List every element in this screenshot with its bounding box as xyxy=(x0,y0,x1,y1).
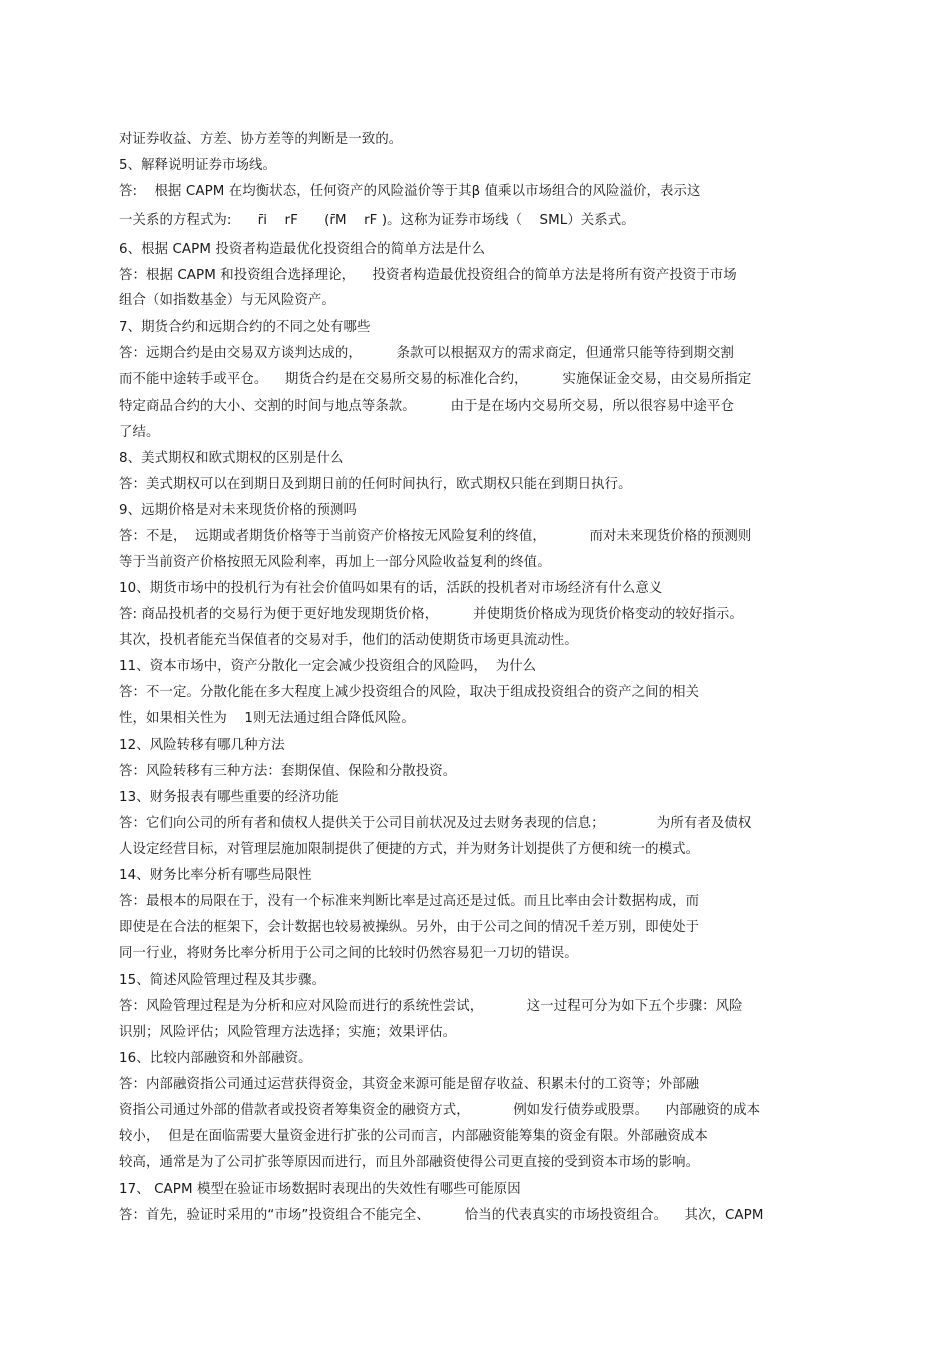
question-heading: 5、解释说明证券市场线。 xyxy=(119,158,277,173)
answer-text: 答：根据 CAPM 和投资组合选择理论， 投资者构造最优投资组合的简单方法是将所有资产投资于市场 xyxy=(119,268,737,283)
answer-text: 答：风险管理过程是为分析和应对风险而进行的系统性尝试， 这一过程可分为如下五个步骤：风险 xyxy=(119,999,743,1014)
question-heading: 11、资本市场中，资产分散化一定会减少投资组合的风险吗， 为什么 xyxy=(119,659,537,674)
question-heading: 6、根据 CAPM 投资者构造最优化投资组合的简单方法是什么 xyxy=(119,242,486,257)
sml-equation-line: 一关系的方程式为: r̄i rF (r̄M rF )。这称为证券市场线（ SML）关系式。 xyxy=(119,213,635,228)
answer-text: 而不能中途转手或平仓。 期货合约是在交易所交易的标准化合约， 实施保证金交易，由交易所指定 xyxy=(119,372,752,387)
answer-text: 答：首先，验证时采用的“市场”投资组合不能完全、 恰当的代表真实的市场投资组合。 其次，CAPM xyxy=(119,1208,764,1223)
answer-text: 了结。 xyxy=(119,425,160,440)
question-heading: 13、财务报表有哪些重要的经济功能 xyxy=(119,790,339,805)
answer-text: 人设定经营目标，对管理层施加限制提供了便捷的方式，并为财务计划提供了方便和统一的模式。 xyxy=(119,842,700,857)
answer-text: 资指公司通过外部的借款者或投资者筹集资金的融资方式， 例如发行债券或股票。 内部融资的成本 xyxy=(119,1103,761,1118)
question-heading: 14、财务比率分析有哪些局限性 xyxy=(119,868,312,883)
question-heading: 8、美式期权和欧式期权的区别是什么 xyxy=(119,451,344,466)
answer-text: 较高，通常是为了公司扩张等原因而进行，而且外部融资使得公司更直接的受到资本市场的影响。 xyxy=(119,1155,700,1170)
answer-text: 答: 商品投机者的交易行为便于更好地发现期货价格， 并使期货价格成为现货价格变动的较好指示。 xyxy=(119,607,743,622)
question-heading: 12、风险转移有哪几种方法 xyxy=(119,738,285,753)
question-heading: 15、简述风险管理过程及其步骤。 xyxy=(119,973,326,988)
question-heading: 17、 CAPM 模型在验证市场数据时表现出的失效性有哪些可能原因 xyxy=(119,1182,521,1197)
answer-text: 等于当前资产价格按照无风险利率，再加上一部分风险收益复利的终值。 xyxy=(119,555,551,570)
answer-text: 较小， 但是在面临需要大量资金进行扩张的公司而言，内部融资能筹集的资金有限。外部融资成本 xyxy=(119,1129,708,1144)
answer-text: 即使是在合法的框架下，会计数据也较易被操纵。另外，由于公司之间的情况千差万别，即使处于 xyxy=(119,920,700,935)
answer-text: 性，如果相关性为 1则无法通过组合降低风险。 xyxy=(119,711,415,726)
answer-text: 答：不是， 远期或者期货价格等于当前资产价格按无风险复利的终值， 而对未来现货价格的预测则 xyxy=(119,529,752,544)
answer-text: 答：它们向公司的所有者和债权人提供关于公司目前状况及过去财务表现的信息； 为所有者及债权 xyxy=(119,816,752,831)
answer-text: 答：最根本的局限在于，没有一个标准来判断比率是过高还是过低。而且比率由会计数据构成，而 xyxy=(119,894,700,909)
answer-text: 答：内部融资指公司通过运营获得资金，其资金来源可能是留存收益、积累未付的工资等；外部融 xyxy=(119,1077,700,1092)
answer-text: 组合（如指数基金）与无风险资产。 xyxy=(119,293,335,308)
answer-text: 答：不一定。分散化能在多大程度上减少投资组合的风险，取决于组成投资组合的资产之间的相关 xyxy=(119,685,700,700)
question-heading: 10、期货市场中的投机行为有社会价值吗如果有的话，活跃的投机者对市场经济有什么意义 xyxy=(119,581,663,596)
answer-text: 答：风险转移有三种方法：套期保值、保险和分散投资。 xyxy=(119,764,457,779)
answer-text: 答：远期合约是由交易双方谈判达成的， 条款可以根据双方的需求商定，但通常只能等待到期交割 xyxy=(119,346,734,361)
text-line: 对证券收益、方差、协方差等的判断是一致的。 xyxy=(119,132,403,147)
answer-text: 答: 根据 CAPM 在均衡状态，任何资产的风险溢价等于其β 值乘以市场组合的风险溢价，表示这 xyxy=(119,184,701,199)
answer-text: 其次，投机者能充当保值者的交易对手，他们的活动使期货市场更具流动性。 xyxy=(119,633,578,648)
answer-text: 特定商品合约的大小、交割的时间与地点等条款。 由于是在场内交易所交易，所以很容易中途平仓 xyxy=(119,399,734,414)
answer-text: 识别；风险评估；风险管理方法选择；实施；效果评估。 xyxy=(119,1025,457,1040)
answer-text: 同一行业，将财务比率分析用于公司之间的比较时仍然容易犯一刀切的错误。 xyxy=(119,946,578,961)
answer-text: 答：美式期权可以在到期日及到期日前的任何时间执行，欧式期权只能在到期日执行。 xyxy=(119,477,632,492)
question-heading: 16、比较内部融资和外部融资。 xyxy=(119,1051,312,1066)
question-heading: 7、期货合约和远期合约的不同之处有哪些 xyxy=(119,320,371,335)
question-heading: 9、远期价格是对未来现货价格的预测吗 xyxy=(119,503,357,518)
